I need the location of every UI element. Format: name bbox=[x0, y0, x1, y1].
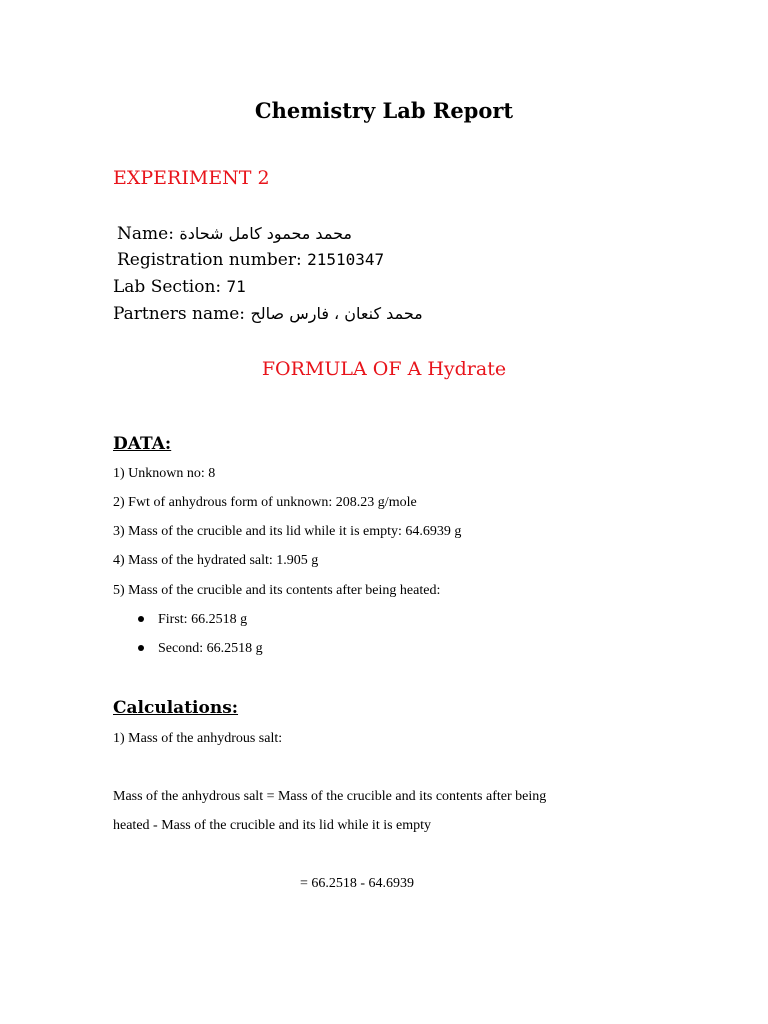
data-item: 3) Mass of the crucible and its lid while it is empty: 64.6939 g bbox=[113, 524, 462, 539]
bullet-text: First: 66.2518 g bbox=[158, 612, 248, 627]
bullet-text: Second: 66.2518 g bbox=[158, 641, 263, 656]
bullet-icon bbox=[138, 645, 144, 651]
name-label: Name: bbox=[117, 224, 174, 244]
result-line: = 66.2518 - 64.6939 bbox=[300, 876, 415, 891]
lab-section-label: Lab Section: bbox=[113, 277, 222, 297]
calculations-heading: Calculations: bbox=[113, 698, 239, 718]
data-heading: DATA: bbox=[113, 434, 172, 454]
experiment-heading: EXPERIMENT 2 bbox=[113, 167, 270, 189]
partners-line bbox=[113, 304, 423, 324]
name-value: محمد محمود كامل شحادة bbox=[179, 224, 352, 243]
name-line bbox=[117, 224, 352, 244]
bullet-icon bbox=[138, 616, 144, 622]
formula-line: heated - Mass of the crucible and its lid while it is empty bbox=[113, 818, 432, 833]
bullet-item bbox=[138, 612, 247, 628]
lab-section-line bbox=[113, 277, 246, 297]
lab-section-value: 71 bbox=[226, 277, 246, 296]
formula-heading: FORMULA OF A Hydrate bbox=[261, 358, 507, 380]
data-item: 5) Mass of the crucible and its contents after being heated: bbox=[113, 583, 441, 598]
data-item: 4) Mass of the hydrated salt: 1.905 g bbox=[113, 553, 319, 568]
calculation-item: 1) Mass of the anhydrous salt: bbox=[113, 731, 283, 746]
partners-value: محمد كنعان ، فارس صالح bbox=[250, 304, 423, 323]
formula-line: Mass of the anhydrous salt = Mass of the crucible and its contents after being bbox=[113, 789, 547, 804]
partners-label: Partners name: bbox=[113, 304, 246, 324]
data-item: 2) Fwt of anhydrous form of unknown: 208.23 g/mole bbox=[113, 495, 417, 510]
registration-label: Registration number: bbox=[117, 250, 302, 270]
registration-value: 21510347 bbox=[307, 250, 385, 269]
bullet-item bbox=[138, 641, 263, 657]
registration-line bbox=[117, 250, 384, 270]
report-title: Chemistry Lab Report bbox=[254, 98, 514, 123]
data-item: 1) Unknown no: 8 bbox=[113, 466, 216, 481]
